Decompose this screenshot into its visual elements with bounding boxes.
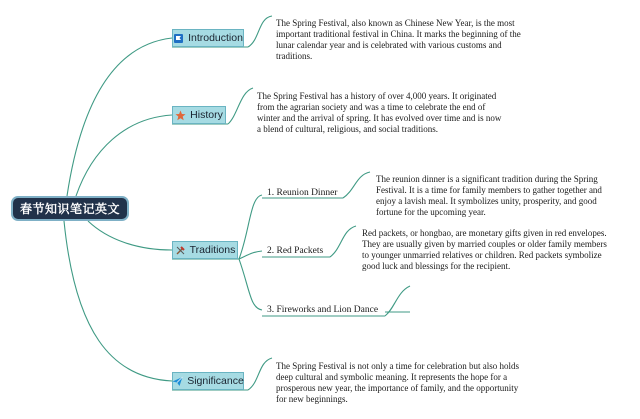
topic-significance[interactable] [172,372,244,390]
topic-history-label: History [190,109,223,121]
topic-introduction-label: Introduction [188,32,243,44]
connector-traditions-sub3 [239,259,262,310]
tools-icon [175,245,186,256]
connector-root-significance [64,221,172,381]
connector-introduction-note [248,16,272,47]
topic-introduction[interactable] [172,29,244,47]
connector-history-note [228,88,253,124]
tradition-reunion-dinner[interactable]: 1. Reunion Dinner [267,188,338,198]
topic-traditions[interactable] [172,241,238,259]
red-packets-note: Red packets, or hongbao, are monetary gifts given in red envelopes. They are usually given by married couples or older family members to younger unmarried relatives or children. Red packets symbolize good luck and blessings for the recipient. [362,228,607,271]
topic-traditions-label: Traditions [189,244,236,256]
significance-note: The Spring Festival is not only a time for celebration but also holds deep cultural and symbolic meaning. It represents the hope for a prosperous new year, the importance of family, and the opportunity for new beginnings. [276,361,519,404]
root-node[interactable] [11,196,129,221]
connector-root-traditions [88,221,172,250]
root-label: 春节知识笔记英文 [19,202,120,216]
tradition-red-packets[interactable]: 2. Red Packets [267,246,324,256]
connector-root-history [76,115,172,196]
connector-sub2-note [330,226,356,257]
connector-significance-note [248,358,272,390]
tradition-fireworks-lion-dance[interactable]: 3. Fireworks and Lion Dance [267,305,379,315]
topic-significance-label: Significance [187,375,244,387]
introduction-note: The Spring Festival, also known as Chinese New Year, is the most important traditional festival in China. It marks the beginning of the lunar calendar year and is celebrated with various customs and traditions. [276,18,521,61]
connector-traditions-sub1 [239,195,262,259]
flag-icon [173,33,184,44]
reunion-dinner-note: The reunion dinner is a significant tradition during the Spring Festival. It is a time for family members to gather together and enjoy a lavish meal. It symbolizes unity, prosperity, and good fortune for the upcoming year. [376,174,602,217]
history-note: The Spring Festival has a history of over 4,000 years. It originated from the agrarian society and was a time to celebrate the end of winter and the arrival of spring. It has evolved over time and is now a blend of cultural, religious, and social traditions. [257,91,502,134]
star-icon [175,110,186,121]
topic-history[interactable] [172,106,226,124]
connector-traditions-sub2 [239,251,262,259]
connector-sub1-note [343,172,370,198]
paper-plane-icon [172,376,183,387]
